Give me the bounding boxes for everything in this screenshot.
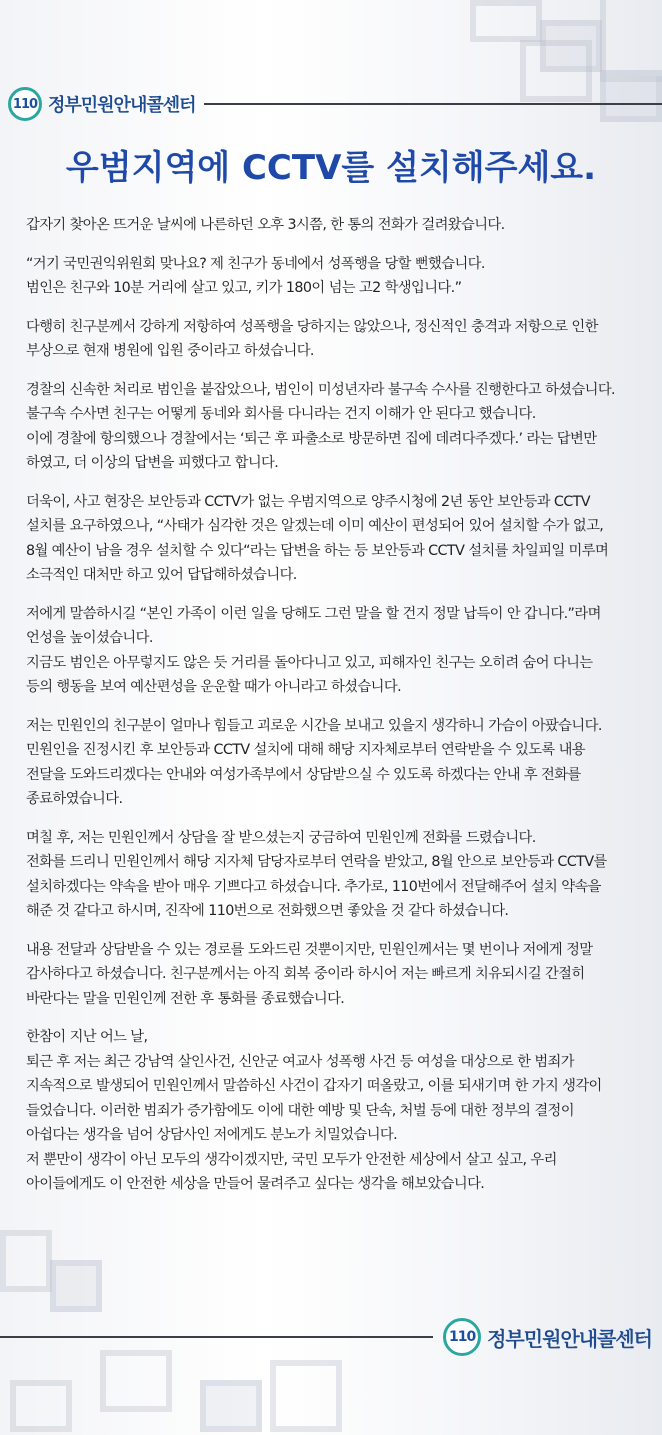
paragraph: 저는 민원인의 친구분이 얼마나 힘들고 괴로운 시간을 보내고 있을지 생각하니 가슴이 아팠습니다. 민원인을 진정시킨 후 보안등과 CCTV 설치에 대해 해당 지자체로부터 연락받을 수 있도록 내용 전달을 도와드리겠다는 안내와 여성가족부에서 상담받으실 수 있도록 하겠다는 안내 후 전화를 종료하였습니다. bbox=[26, 717, 602, 807]
paragraph: 내용 전달과 상담받을 수 있는 경로를 도와드린 것뿐이지만, 민원인께서는 몇 번이나 저에게 정말 감사하다고 하셨습니다. 친구분께서는 아직 회복 중이라 하시어 저는 빠르게 치유되시길 간절히 바란다는 말을 민원인께 전한 후 통화를 종료했습니다. bbox=[26, 941, 593, 1007]
decor-square bbox=[200, 1380, 262, 1432]
story-body bbox=[26, 213, 654, 1211]
decor-square bbox=[470, 0, 542, 42]
logo-text: 110 bbox=[12, 96, 38, 112]
paragraph: 다행히 친구분께서 강하게 저항하여 성폭행을 당하지는 않았으나, 정신적인 충격과 저항으로 인한 부상으로 현재 병원에 입원 중이라고 하셨습니다. bbox=[26, 318, 598, 359]
footer-divider bbox=[0, 1336, 433, 1338]
footer bbox=[0, 1317, 662, 1357]
paragraph: 경찰의 신속한 처리로 범인을 붙잡았으나, 범인이 미성년자라 불구속 수사를 진행한다고 하셨습니다. 불구속 수사면 친구는 어떻게 동네와 회사를 다니라는 건지 이해가 안 된다고 했습니다. 이에 경찰에 항의했으나 경찰에서는 ‘퇴근 후 파출소로 방문하면 집에 데려다주겠다.’ 라는 답변만 하였고, 더 이상의 답변을 피했다고 합니다. bbox=[26, 381, 615, 471]
paragraph: 갑자기 찾아온 뜨거운 날씨에 나른하던 오후 3시쯤, 한 통의 전화가 걸려왔습니다. bbox=[26, 217, 505, 233]
paragraph: 저에게 말씀하시길 “본인 가족이 이런 일을 당해도 그런 말을 할 건지 정말 납득이 안 갑니다.”라며 언성을 높이셨습니다. 지금도 범인은 아무렇지도 않은 듯 거리를 돌아다니고 있고, 피해자인 친구는 오히려 숨어 다니는 등의 행동을 보여 예산편성을 운운할 때가 아니라고 하셨습니다. bbox=[26, 605, 601, 695]
page-title: 우범지역에 CCTV를 설치해주세요. bbox=[65, 148, 597, 188]
paragraph: 더욱이, 사고 현장은 보안등과 CCTV가 없는 우범지역으로 양주시청에 2년 동안 보안등과 CCTV 설치를 요구하였으나, “사태가 심각한 것은 알겠는데 이미 예산이 편성되어 있어 설치할 수가 없고, 8월 예산이 남을 경우 설치할 수 있다“라는 답변을 하는 등 보안등과 CCTV 설치를 차일피일 미루며 소극적인 대처만 하고 있어 답답해하셨습니다. bbox=[26, 493, 609, 583]
org-name: 정부민원안내콜센터 bbox=[48, 95, 196, 116]
logo-110-icon bbox=[8, 87, 42, 121]
top-header bbox=[8, 86, 662, 122]
logo-text: 110 bbox=[448, 1329, 476, 1345]
paragraph: “거기 국민권익위원회 맞나요? 제 친구가 동네에서 성폭행을 당할 뻔했습니다. 범인은 친구와 10분 거리에 살고 있고, 키가 180이 넘는 고2 학생입니다.” bbox=[26, 255, 485, 296]
paragraph: 며칠 후, 저는 민원인께서 상담을 잘 받으셨는지 궁금하여 민원인께 전화를 드렸습니다. 전화를 드리니 민원인께서 해당 지자체 담당자로부터 연락을 받았고, 8월 안으로 보안등과 CCTV를 설치하겠다는 약속을 받아 매우 기쁘다고 하셨습니다. 추가로, 110번에서 전달해주어 설치 약속을 해준 것 같다고 하시며, 진작에 110번으로 전화했으면 좋았을 것 같다 하셨습니다. bbox=[26, 829, 607, 919]
logo-110-icon bbox=[443, 1318, 481, 1356]
decor-square bbox=[10, 1380, 72, 1432]
decor-square bbox=[100, 1350, 172, 1412]
decor-square bbox=[50, 1260, 102, 1312]
paragraph: 한참이 지난 어느 날, 퇴근 후 저는 최근 강남역 살인사건, 신안군 여교사 성폭행 사건 등 여성을 대상으로 한 범죄가 지속적으로 발생되어 민원인께서 말씀하신 사건이 갑자기 떠올랐고, 이를 되새기며 한 가지 생각이 들었습니다. 이러한 범죄가 증가함에도 이에 대한 예방 및 단속, 처벌 등에 대한 정부의 결정이 아쉽다는 생각을 넘어 상담사인 저에게도 분노가 치밀었습니다. 저 뿐만이 생각이 아닌 모두의 생각이겠지만, 국민 모두가 안전한 세상에서 살고 싶고, 우리 아이들에게도 이 안전한 세상을 만들어 물려주고 싶다는 생각을 해보았습니다. bbox=[26, 1029, 602, 1192]
header-divider bbox=[204, 103, 662, 105]
decor-square bbox=[270, 1360, 342, 1432]
footer-org-name: 정부민원안내콜센터 bbox=[487, 1326, 652, 1351]
decor-square bbox=[0, 1230, 52, 1292]
